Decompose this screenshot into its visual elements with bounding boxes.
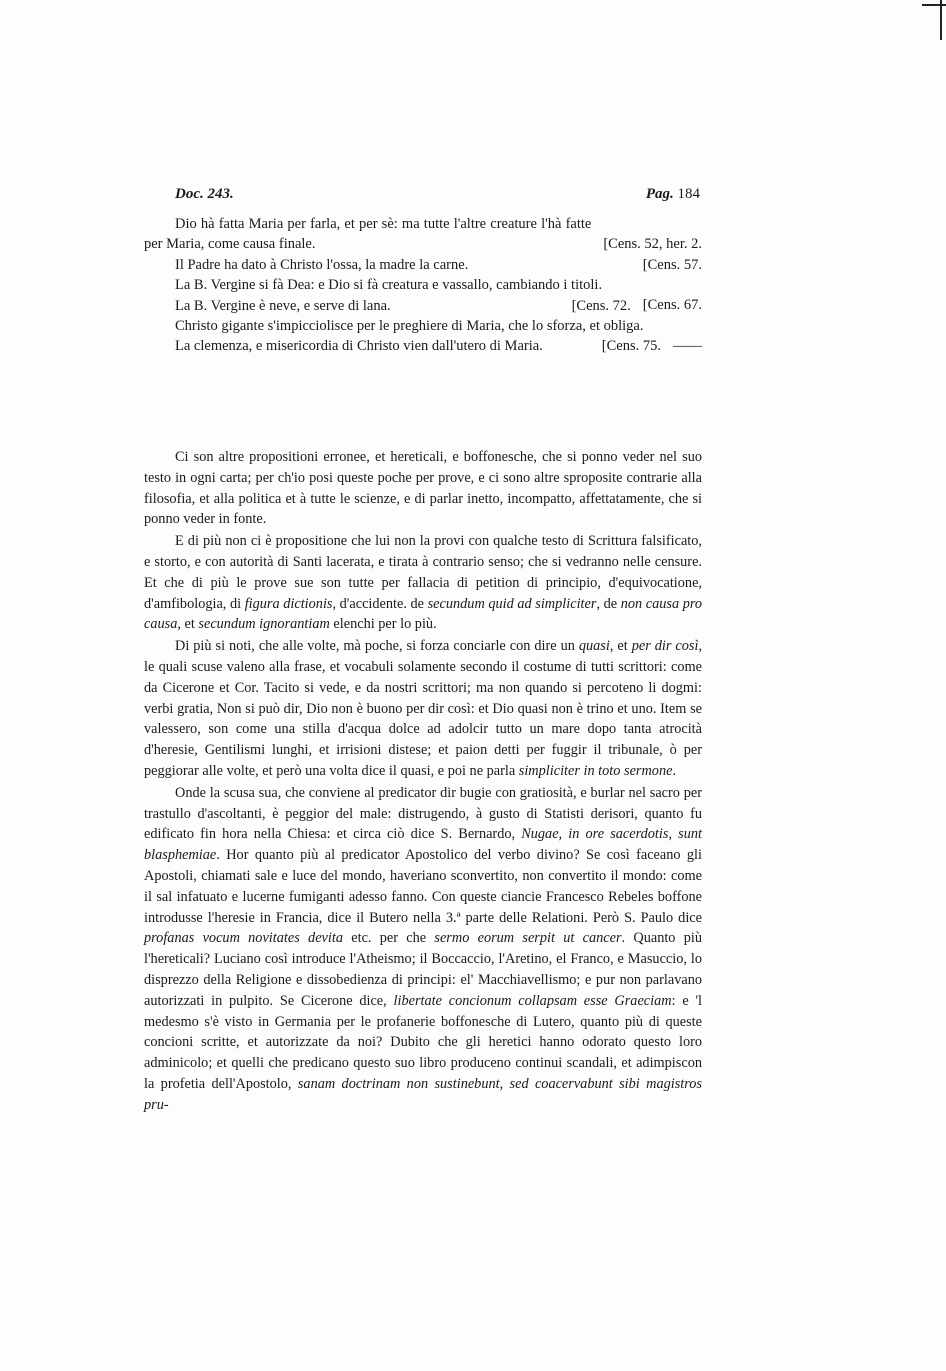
latin-phrase: sanam doctrinam non sustinebunt, sed coacervabunt sibi magistros pru- xyxy=(144,1075,702,1113)
paragraph-text: E di più non ci è propositione che lui non la provi con qualche testo di Scrittura falsificato, e storto, e con autorità di Santi lacerata, e tirata à contrario senso; che si vedranno nelle censure. Et che di più le prove sue son tutte per fallacia di petition di principio, d'equivocatione, d'amfibologia, di xyxy=(144,533,702,612)
pag-number: 184 xyxy=(677,186,700,202)
emphasis: quasi xyxy=(578,638,610,655)
censure-text: Il Padre ha dato à Christo l'ossa, la madre la carne. xyxy=(175,256,469,273)
censure-ref: —— xyxy=(673,338,702,355)
paragraph-text: Di più si noti, che alle volte, mà poche, si forza conciarle con dire un xyxy=(175,638,579,655)
paragraph-text: . Quanto più l'hereticali? Luciano così introduce l'Atheismo; il Boccaccio, l'Aretino, el Franco, e Masuccio, lo disprezzo della Religione e dissobedienza di principi: el' Macchiavellismo; e pur non parlavano autorizzati in pulpito. Se Cicerone dice, xyxy=(144,930,702,1009)
emphasis: per dir così xyxy=(631,638,699,655)
paragraph-text: Onde la scusa sua, che conviene al predicator dir bugie con gratiosità, e burlar nel sacro per trastullo d'ascoltanti, è peggior del male: distrugendo, à gusto di Statisti derisori, quanto fu edificato fin hora nella Chiesa: et circa ciò dice S. Bernardo, xyxy=(144,784,702,843)
latin-phrase: non causa pro causa xyxy=(144,595,703,633)
paragraph-text: etc. per che xyxy=(342,930,435,947)
paragraph xyxy=(144,447,702,530)
paragraph xyxy=(144,636,702,782)
paragraph-text: , et xyxy=(177,616,199,633)
paragraph xyxy=(144,783,702,1116)
paragraph xyxy=(144,531,702,635)
paragraph-text: , le quali scuse valeno alla frase, et vocabuli solamente secondo il costume di tutti scrittori: come da Cicerone et Cor. Tacito si vede, e da nostri scrittori; ma non quando si percoteno li dogmi: verbi gratia, Non si può dir, Dio non è buono per dir così: et Dio quasi non è trino et uno. Item se valessero, son come una stilla d'acqua dolce ad adolcir tutto un mare dopo tanta atrocità d'heresie, Gentilismi lunghi, et irrisioni distese; et paion detti per fuggir il tribunale, ò per peggiorar alle volte, et però una volta dice il quasi, e poi ne parla xyxy=(144,638,703,779)
latin-phrase: simpliciter in toto sermone xyxy=(518,762,673,779)
censure-ref: [Cens. 52, her. 2. xyxy=(603,236,702,252)
paragraph-text: . xyxy=(672,762,677,779)
censure-list xyxy=(144,214,702,357)
paragraph-text: . Hor quanto più al predicator Apostolico del verbo divino? Se così faceano gli Apostoli, chiamati sale e luce del mondo, haveriano sconvertito, non convertito il mondo: come il sal infatuato e lucerne fumiganti adesso fanno. Con queste ciancie Francesco Rebeles boffone introdusse l'heresie in Francia, dice il Butero nella 3.ª parte delle Relationi. Però S. Paulo dice xyxy=(144,847,702,926)
censure-entry xyxy=(144,336,702,356)
latin-phrase: Nugae, in ore sacerdotis, sunt blasphemiae xyxy=(144,826,702,864)
censure-text: La clemenza, e misericordia di Christo vien dall'utero di Maria. xyxy=(175,338,543,355)
censure-text: La B. Vergine è neve, e serve di lana. xyxy=(175,297,391,314)
pag-label: Pag. xyxy=(645,186,674,202)
paragraph-text: : e 'l medesmo s'è visto in Germania per le profanerie boffonesche di Lutero, quanto più di queste concioni scritte, et autorizzate da noi? Dubito che gli heretici hanno odorato questo loro adminicolo; et quelli che predicano questo suo libro produceno continui scandali, et adimpiscon la profetia dell'Apostolo, xyxy=(144,992,703,1092)
censure-ref: [Cens. 72. xyxy=(571,297,631,314)
doc-label: Doc. 243. xyxy=(175,186,234,202)
censure-ref: [Cens. 75. xyxy=(601,338,661,355)
censure-entry xyxy=(144,255,702,275)
latin-phrase: sermo eorum serpit ut cancer xyxy=(434,930,622,947)
censure-text: Dio hà fatta Maria per farla, et per sè: ma tutte l'altre creature l'hà fatte per Maria, come causa finale. xyxy=(144,216,592,253)
scan-edge-tick xyxy=(922,4,946,6)
page-header xyxy=(175,186,700,208)
body-text xyxy=(144,447,702,1117)
paragraph-text: Ci son altre propositioni erronee, et hereticali, e boffonesche, che si ponno veder nel suo testo in ogni carta; per ch'io posi queste poche per prove, e ci sono altre sproposite contrarie alla filosofia, et alla politica et à tutte le scienze, e di parlar inetto, incompatto, affettatamente, che si ponno veder in fonte. xyxy=(144,449,702,528)
censure-ref: [Cens. 57. xyxy=(642,256,702,273)
paragraph-text: , d'accidente. de xyxy=(332,595,428,612)
latin-phrase: secundum quid ad simpliciter xyxy=(427,595,597,612)
censure-text: Christo gigante s'impicciolisce per le preghiere di Maria, che lo sforza, et obliga. xyxy=(175,318,644,335)
latin-phrase: figura dictionis xyxy=(244,595,333,612)
paragraph-text: , et xyxy=(609,638,632,655)
censure-entry xyxy=(144,214,702,255)
latin-phrase: profanas vocum novitates devita xyxy=(144,930,343,947)
latin-phrase: libertate concionum collapsam esse Graeciam xyxy=(393,992,672,1009)
censure-text: La B. Vergine si fà Dea: e Dio si fà creatura e vassallo, cambiando i titoli. xyxy=(175,277,603,294)
latin-phrase: secundum ignorantiam xyxy=(198,616,330,633)
censure-entry xyxy=(144,296,702,316)
page-number xyxy=(646,186,700,203)
scan-edge-mark xyxy=(940,0,942,40)
paragraph-text: , de xyxy=(596,595,621,612)
censure-ref: [Cens. 67. xyxy=(642,297,702,314)
paragraph-text: elenchi per lo più. xyxy=(329,616,437,633)
